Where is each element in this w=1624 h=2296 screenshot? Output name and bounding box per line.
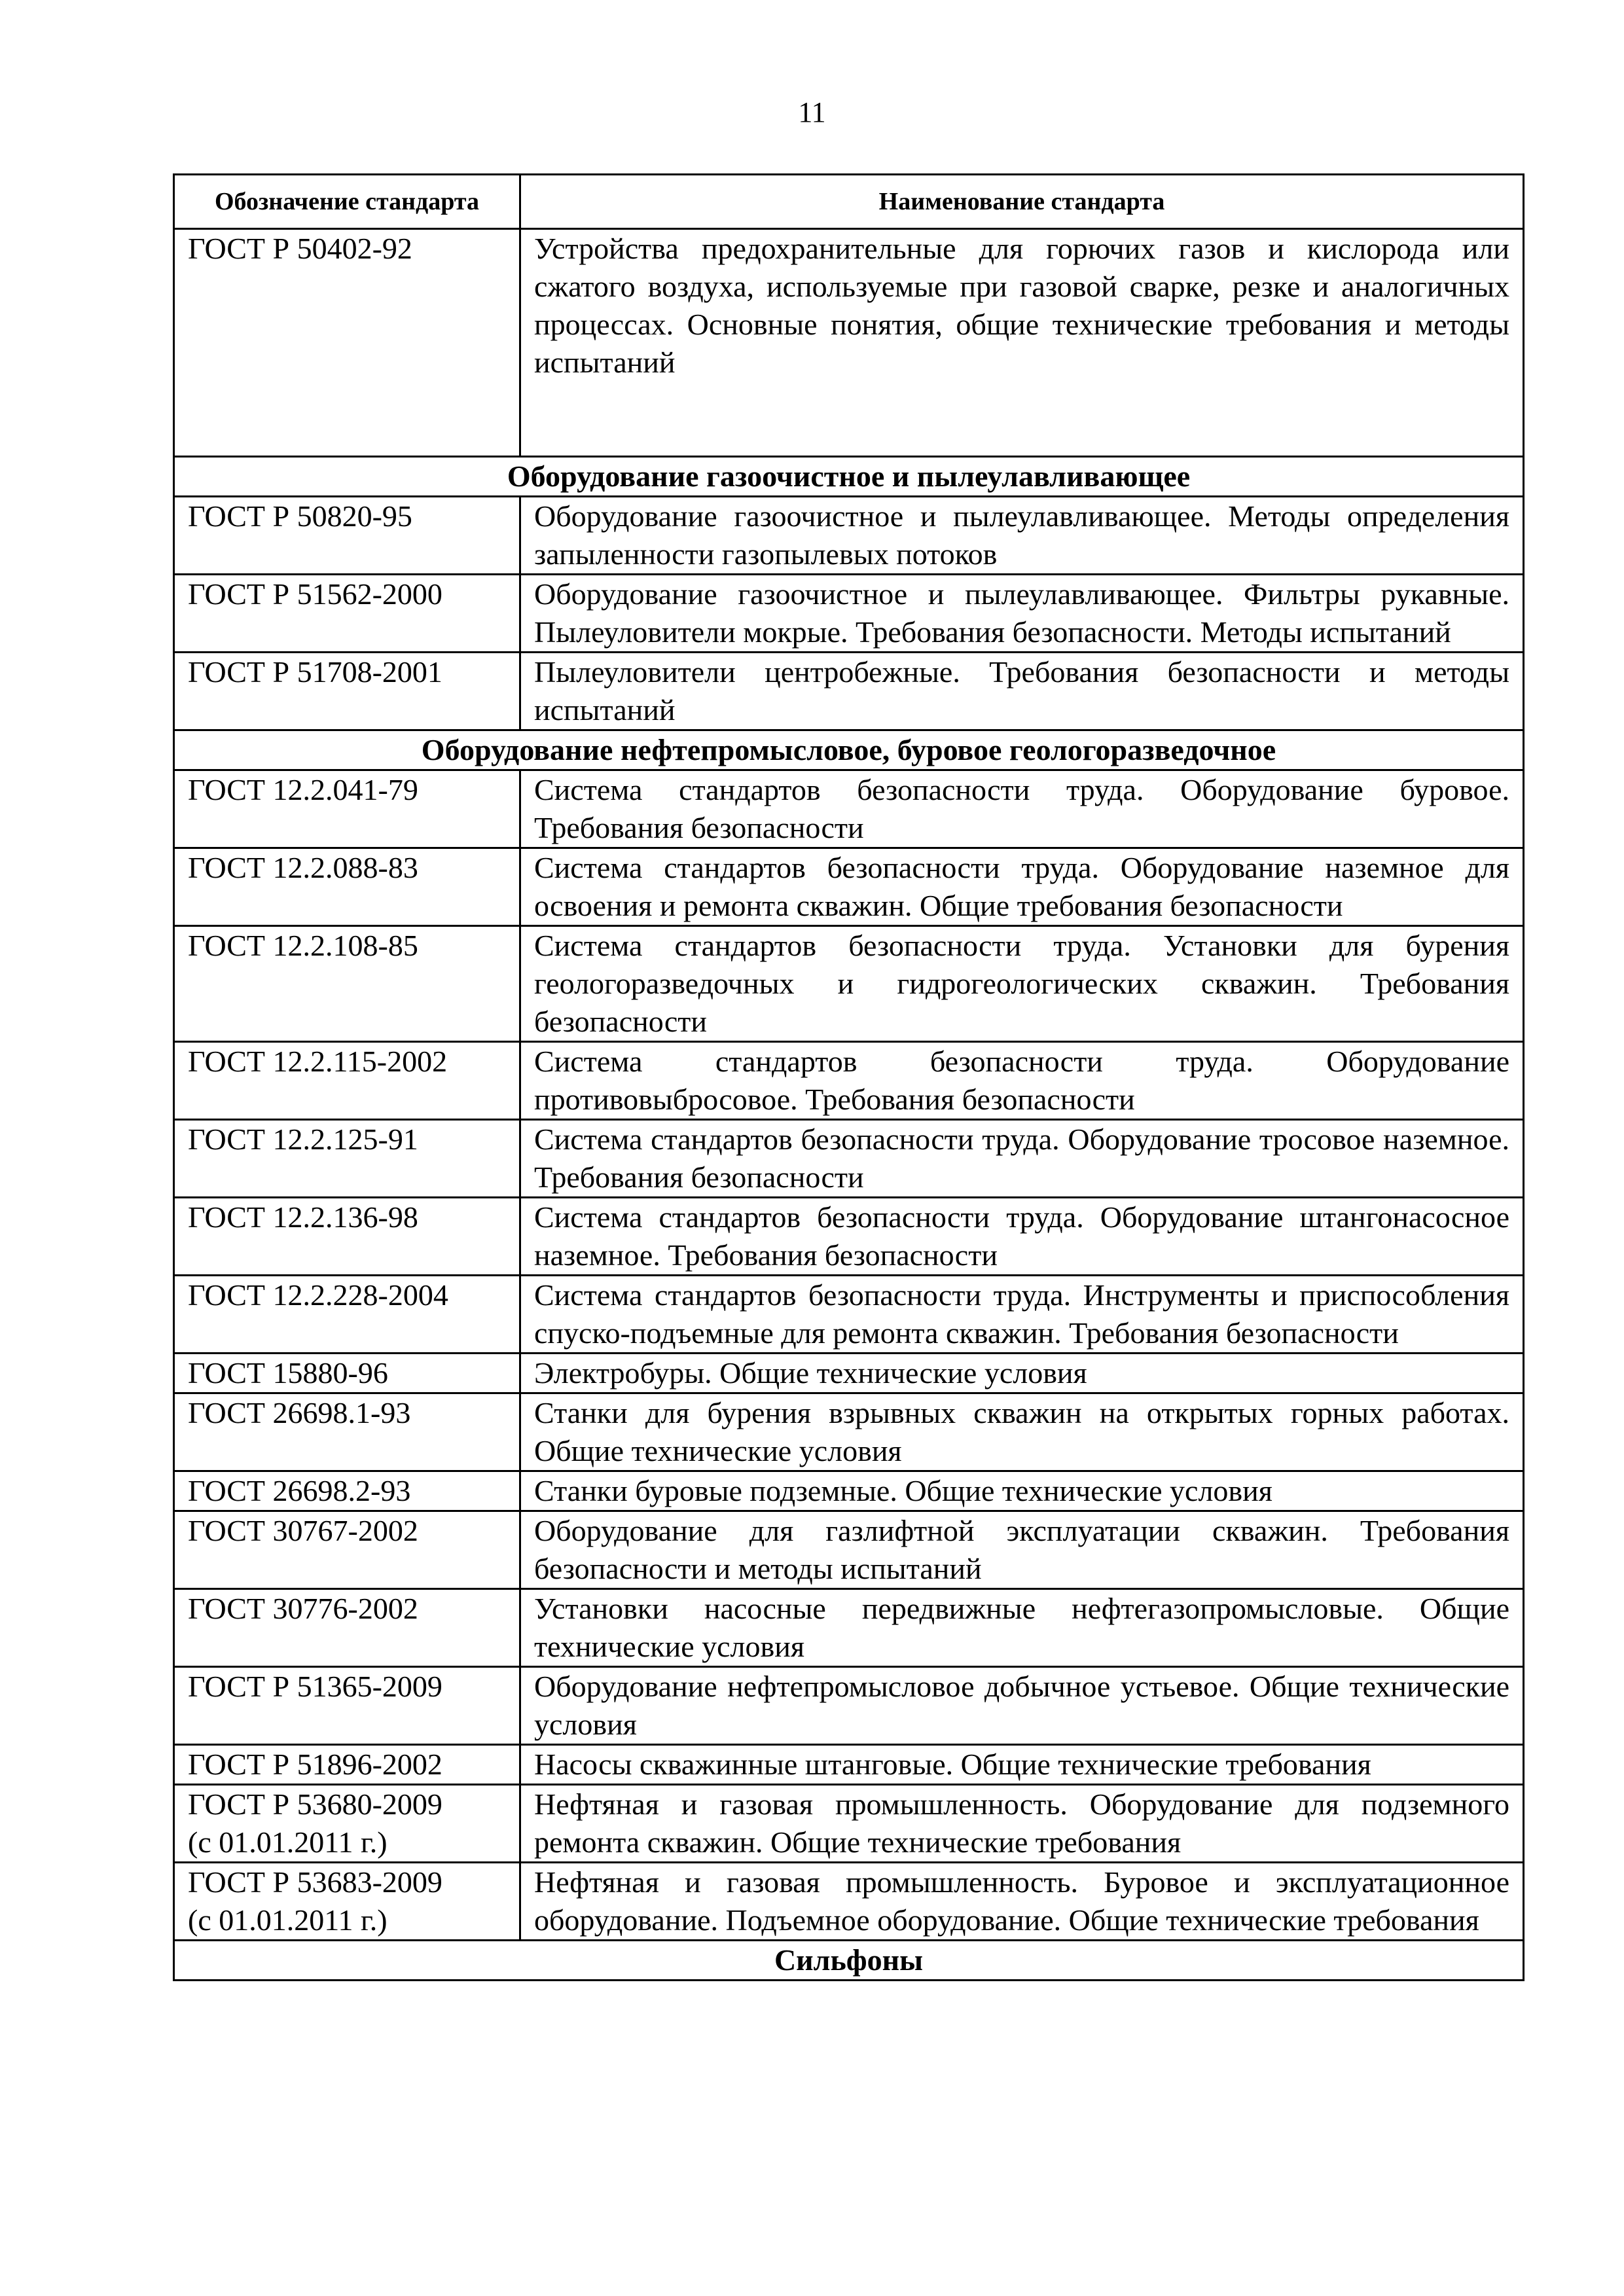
table-row [174, 1276, 1524, 1354]
standard-name: Станки буровые подземные. Общие технические условия [520, 1471, 1524, 1511]
standard-name: Система стандартов безопасности труда. Оборудование тросовое наземное. Требования безопасности [520, 1120, 1524, 1198]
standard-code: ГОСТ Р 51708-2001 [174, 653, 520, 730]
standard-name: Установки насосные передвижные нефтегазопромысловые. Общие технические условия [520, 1589, 1524, 1667]
standard-code: ГОСТ 12.2.108-85 [174, 926, 520, 1042]
standard-code-cell [174, 1863, 520, 1941]
standard-code: ГОСТ 12.2.088-83 [174, 848, 520, 926]
standard-name: Система стандартов безопасности труда. Оборудование штангонасосное наземное. Требования безопасности [520, 1198, 1524, 1276]
standard-code: ГОСТ Р 50820-95 [174, 497, 520, 575]
section-title: Сильфоны [174, 1941, 1524, 1981]
standard-code: ГОСТ 15880-96 [174, 1354, 520, 1393]
table-row [174, 1863, 1524, 1941]
table-body [174, 229, 1524, 1981]
table-row [174, 1393, 1524, 1471]
standard-code: ГОСТ 12.2.115-2002 [174, 1042, 520, 1120]
standard-name: Станки для бурения взрывных скважин на открытых горных работах. Общие технические условия [520, 1393, 1524, 1471]
table-row [174, 1042, 1524, 1120]
standard-code-note: (с 01.01.2011 г.) [188, 1903, 388, 1937]
standard-name: Насосы скважинные штанговые. Общие технические требования [520, 1745, 1524, 1785]
standard-code: ГОСТ Р 51562-2000 [174, 575, 520, 653]
header-name: Наименование стандарта [520, 175, 1524, 229]
standard-code: ГОСТ 26698.1-93 [174, 1393, 520, 1471]
table-row [174, 653, 1524, 730]
table-row [174, 1471, 1524, 1511]
table-row [174, 1354, 1524, 1393]
section-row [174, 730, 1524, 770]
table-row [174, 1198, 1524, 1276]
table-row [174, 770, 1524, 848]
standard-code: ГОСТ 30776-2002 [174, 1589, 520, 1667]
standard-name: Устройства предохранительные для горючих газов и кислорода или сжатого воздуха, используемые при газовой сварке, резке и аналогичных процессах. Основные понятия, общие технические требования и методы испытаний [520, 229, 1524, 457]
standard-name: Система стандартов безопасности труда. Инструменты и приспособления спуско-подъемные для ремонта скважин. Требования безопасности [520, 1276, 1524, 1354]
standard-name: Электробуры. Общие технические условия [520, 1354, 1524, 1393]
standard-code: ГОСТ Р 51896-2002 [174, 1745, 520, 1785]
standard-name: Оборудование газоочистное и пылеулавливающее. Фильтры рукавные. Пылеуловители мокрые. Требования безопасности. Методы испытаний [520, 575, 1524, 653]
standard-name: Система стандартов безопасности труда. Установки для бурения геологоразведочных и гидрогеологических скважин. Требования безопасности [520, 926, 1524, 1042]
standard-name: Нефтяная и газовая промышленность. Оборудование для подземного ремонта скважин. Общие технические требования [520, 1785, 1524, 1863]
standard-code-note: (с 01.01.2011 г.) [188, 1825, 388, 1859]
table-row [174, 1589, 1524, 1667]
table-row [174, 497, 1524, 575]
standard-code: ГОСТ Р 53680-2009 [188, 1787, 442, 1821]
standard-code: ГОСТ Р 53683-2009 [188, 1865, 442, 1899]
standard-name: Оборудование нефтепромысловое добычное устьевое. Общие технические условия [520, 1667, 1524, 1745]
section-title: Оборудование газоочистное и пылеулавливающее [174, 457, 1524, 497]
table-row [174, 926, 1524, 1042]
table-header-row [174, 175, 1524, 229]
table-row [174, 229, 1524, 457]
standard-name: Нефтяная и газовая промышленность. Буровое и эксплуатационное оборудование. Подъемное оборудование. Общие технические требования [520, 1863, 1524, 1941]
header-designation: Обозначение стандарта [174, 175, 520, 229]
standard-code: ГОСТ Р 51365-2009 [174, 1667, 520, 1745]
table-row [174, 1785, 1524, 1863]
standard-code: ГОСТ 30767-2002 [174, 1511, 520, 1589]
section-row [174, 457, 1524, 497]
table-row [174, 1667, 1524, 1745]
page-number: 11 [798, 96, 826, 128]
standard-code: ГОСТ 26698.2-93 [174, 1471, 520, 1511]
standard-name: Оборудование для газлифтной эксплуатации скважин. Требования безопасности и методы испытаний [520, 1511, 1524, 1589]
table-row [174, 575, 1524, 653]
standards-table [173, 173, 1525, 1981]
table-row [174, 1511, 1524, 1589]
standard-code: ГОСТ 12.2.125-91 [174, 1120, 520, 1198]
standard-name: Оборудование газоочистное и пылеулавливающее. Методы определения запыленности газопылевых потоков [520, 497, 1524, 575]
standard-name: Система стандартов безопасности труда. Оборудование наземное для освоения и ремонта скважин. Общие требования безопасности [520, 848, 1524, 926]
standard-code: ГОСТ 12.2.228-2004 [174, 1276, 520, 1354]
standard-code: ГОСТ Р 50402-92 [174, 229, 520, 457]
section-row [174, 1941, 1524, 1981]
table-row [174, 1745, 1524, 1785]
standard-code: ГОСТ 12.2.041-79 [174, 770, 520, 848]
table-row [174, 848, 1524, 926]
standard-code-cell [174, 1785, 520, 1863]
standard-name: Система стандартов безопасности труда. Оборудование буровое. Требования безопасности [520, 770, 1524, 848]
table-row [174, 1120, 1524, 1198]
section-title: Оборудование нефтепромысловое, буровое геологоразведочное [174, 730, 1524, 770]
standard-code: ГОСТ 12.2.136-98 [174, 1198, 520, 1276]
standard-name: Пылеуловители центробежные. Требования безопасности и методы испытаний [520, 653, 1524, 730]
standard-name: Система стандартов безопасности труда. Оборудование противовыбросовое. Требования безопасности [520, 1042, 1524, 1120]
